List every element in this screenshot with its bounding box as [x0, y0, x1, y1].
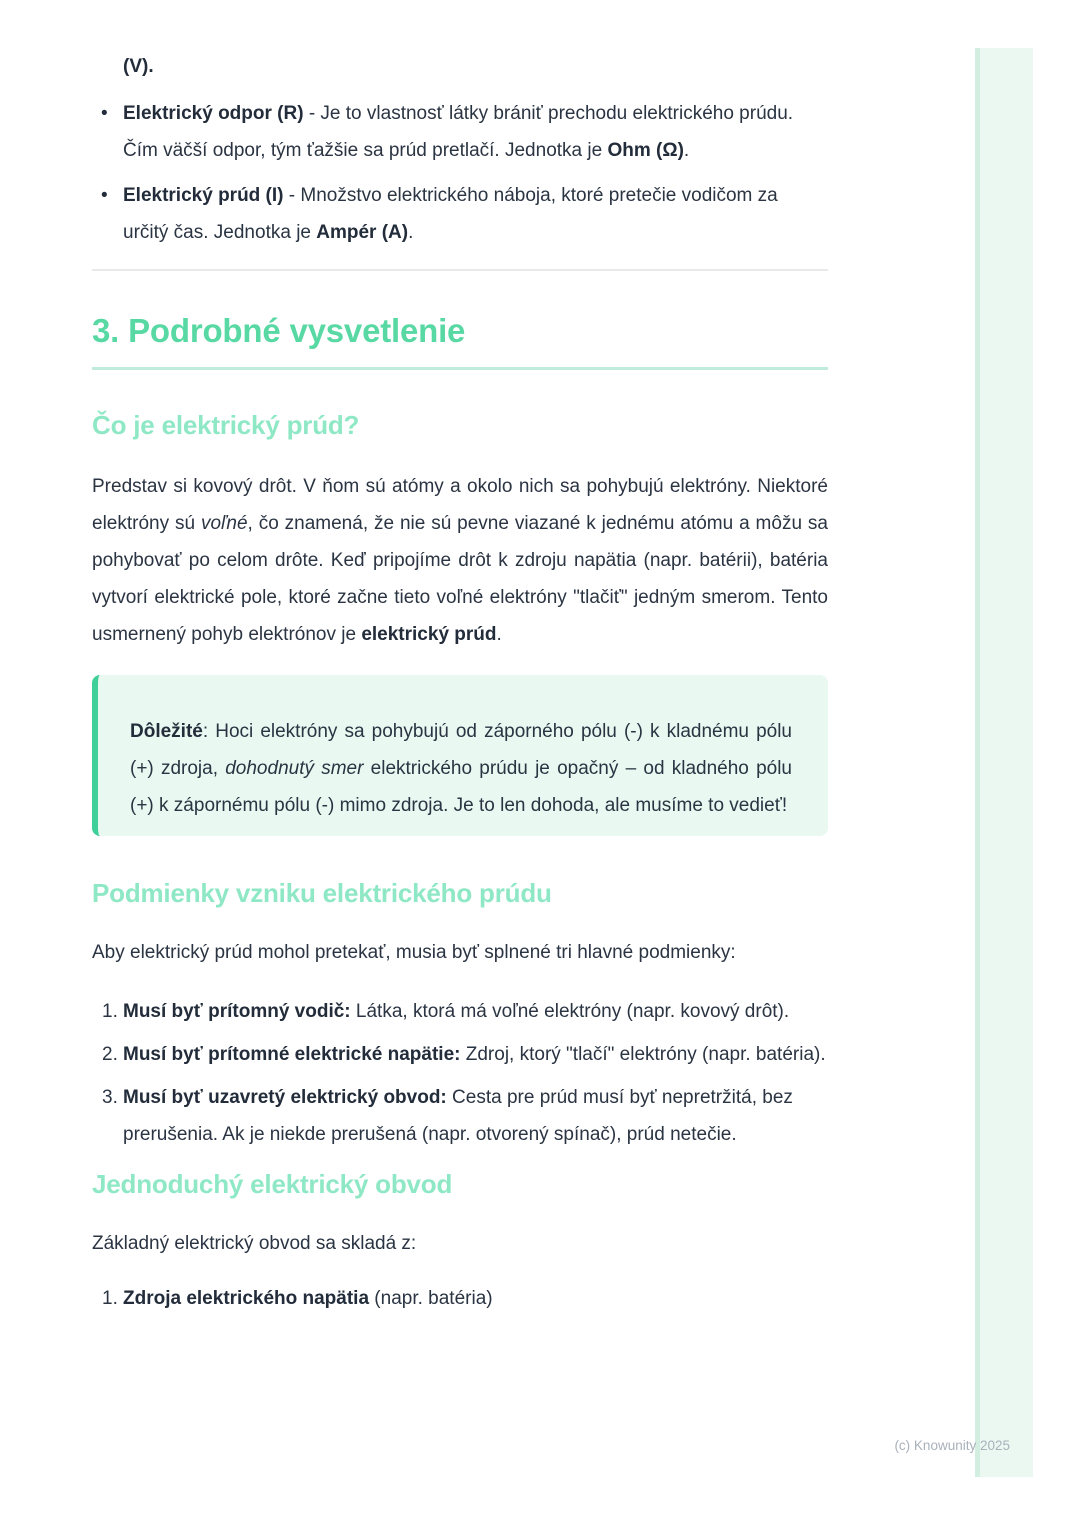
numbered-list: [92, 993, 828, 1153]
paragraph: Predstav si kovový drôt. V ňom sú atómy a okolo nich sa pohybujú elektróny. Niektoré elektróny sú voľné, čo znamená, že nie sú pevne viazané k jednému atómu a môžu sa pohybovať po celom drôte. Keď pripojíme drôt k zdroju napätia (napr. batérii), batéria vytvorí elektrické pole, ktoré začne tieto voľné elektróny "tlačiť" jedným smerom. Tento usmernený pohyb elektrónov je elektrický prúd.: [92, 476, 828, 645]
right-accent-stripe: [975, 48, 1033, 1477]
list-item: [92, 1079, 828, 1153]
callout-text: Dôležité: Hoci elektróny sa pohybujú od záporného pólu (-) k kladnému pólu (+) zdroja, dohodnutý smer elektrického prúdu je opačný – od kladného pólu (+) k zápornému pólu (-) mimo zdroja. Je to len dohoda, ale musíme to vedieť!: [130, 721, 793, 816]
list-item: [92, 993, 828, 1030]
bullet-text: Elektrický odpor (R) - Je to vlastnosť látky brániť prechodu elektrického prúdu. Čím väčší odpor, tým ťažšie sa prúd pretlačí. Jednotka je Ohm (Ω).: [123, 103, 794, 161]
list-number: 1.: [102, 1001, 118, 1022]
list-item-text: Musí byť uzavretý elektrický obvod: Cesta pre prúd musí byť nepretržitá, bez prerušenia. Ak je niekde prerušená (napr. otvorený spínač), prúd netečie.: [123, 1087, 793, 1145]
section-divider: [92, 269, 828, 271]
list-number: 1.: [102, 1288, 118, 1309]
paragraph: Aby elektrický prúd mohol pretekať, musia byť splnené tri hlavné podmienky:: [92, 942, 736, 963]
document-content: [92, 0, 828, 1317]
list-item: [92, 177, 828, 251]
list-item-text: Musí byť prítomné elektrické napätie: Zdroj, ktorý "tlačí" elektróny (napr. batéria).: [123, 1044, 826, 1065]
bullet-text: Elektrický prúd (I) - Množstvo elektrického náboja, ktoré pretečie vodičom za určitý čas. Jednotka je Ampér (A).: [123, 185, 778, 243]
subheading-co-je-elektricky-prud: Čo je elektrický prúd?: [92, 410, 360, 440]
paragraph: Základný elektrický obvod sa skladá z:: [92, 1233, 417, 1254]
bullet-icon: •: [101, 185, 108, 206]
list-item: [92, 95, 828, 169]
numbered-list: [92, 1280, 828, 1317]
list-item-text: Musí byť prítomný vodič: Látka, ktorá má voľné elektróny (napr. kovový drôt).: [123, 1001, 790, 1022]
section-heading: 3. Podrobné vysvetlenie: [92, 312, 466, 349]
heading-underline: [92, 367, 828, 370]
list-item-text: Zdroja elektrického napätia (napr. batéria): [123, 1288, 493, 1309]
list-continuation-line: (V).: [123, 56, 154, 77]
list-item: [92, 1036, 828, 1073]
important-callout: [92, 675, 828, 836]
subheading-podmienky-vzniku: Podmienky vzniku elektrického prúdu: [92, 878, 552, 908]
list-item: [92, 1280, 828, 1317]
list-number: 3.: [102, 1087, 118, 1108]
list-number: 2.: [102, 1044, 118, 1065]
bullet-icon: •: [101, 103, 108, 124]
subheading-jednoduchy-obvod: Jednoduchý elektrický obvod: [92, 1169, 453, 1199]
copyright-watermark: (c) Knowunity 2025: [894, 1438, 1010, 1453]
